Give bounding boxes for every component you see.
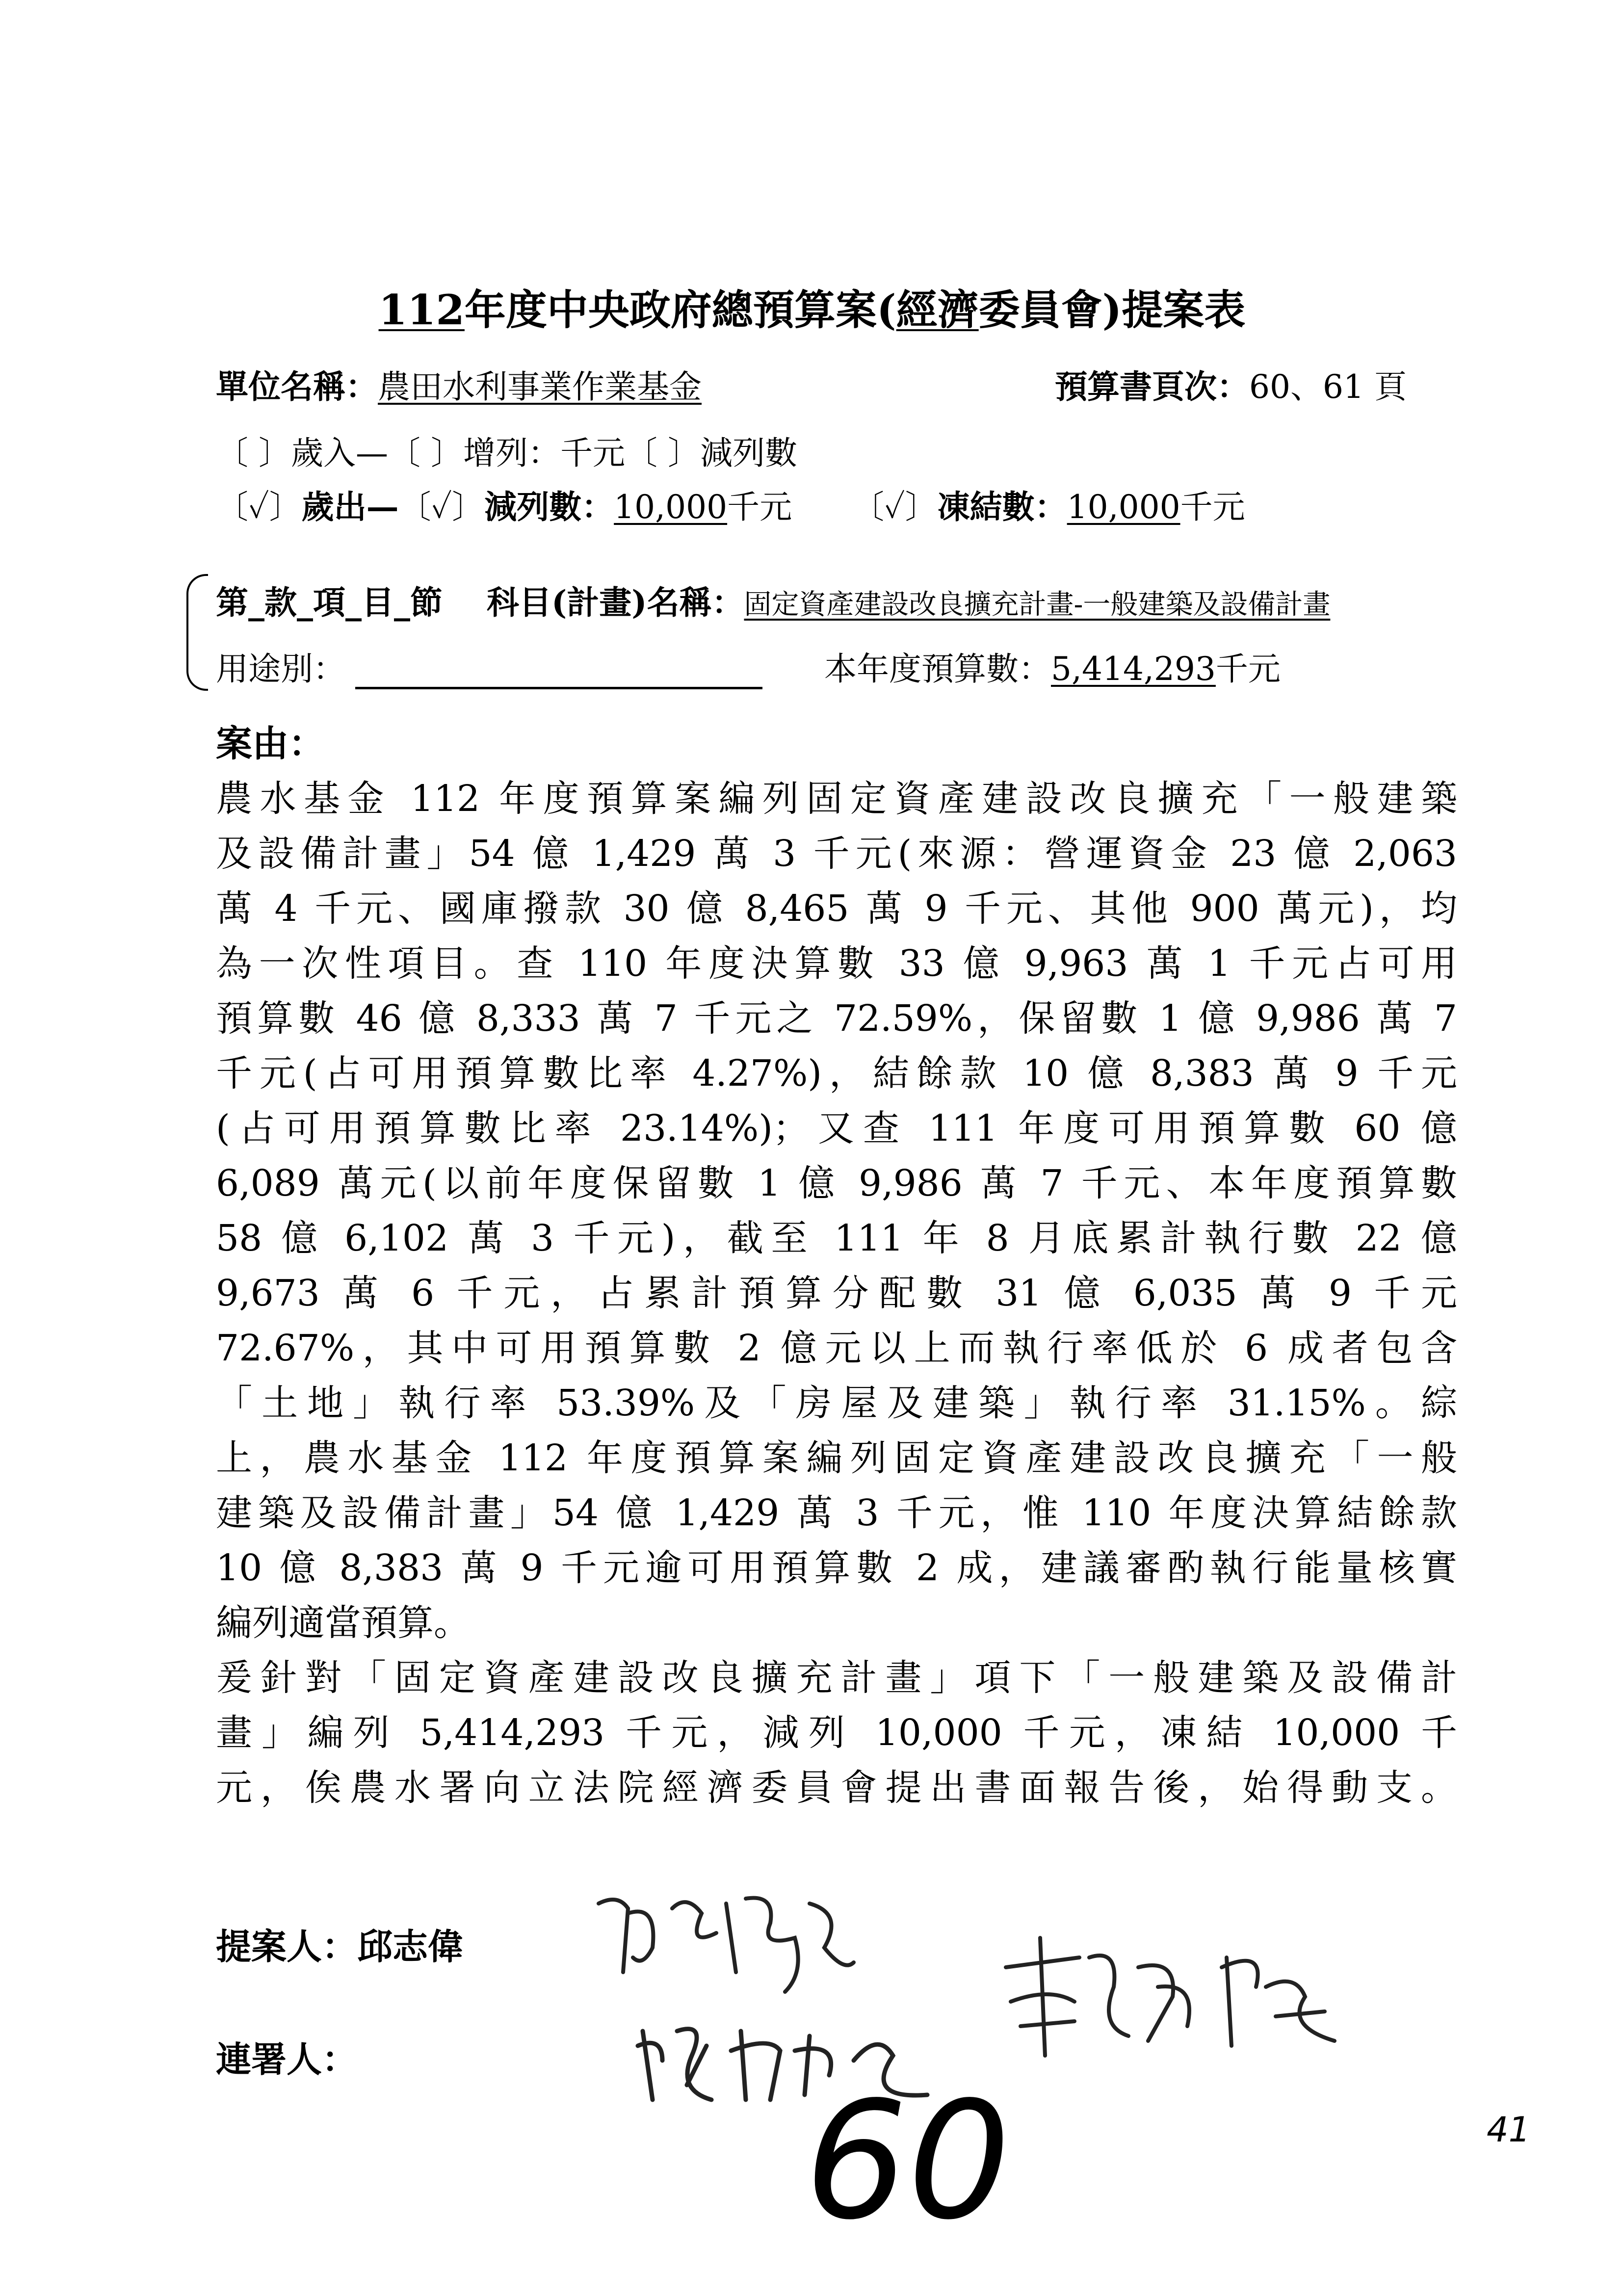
title-text-end: 委員會)提案表 [978,286,1246,334]
budget-label: 本年度預算數： [824,650,1051,688]
reason-line: 6,089 萬元(以前年度保留數 1 億 9,986 萬 7 千元、本年度預算數 [216,1162,1457,1204]
revenue-row: 〔 〕歲入—〔 〕增列：千元〔 〕減列數 [216,434,797,472]
reason-line: 上，農水基金 112 年度預算案編列固定資產建設改良擴充「一般 [216,1437,1457,1479]
unit-value: 農田水利事業作業基金 [378,368,702,406]
usage-blank [355,657,762,689]
reason-line: 萬 4 千元、國庫撥款 30 億 8,465 萬 9 千元、其他 900 萬元)，均 [216,887,1457,930]
proposer-label: 提案人： [216,1926,358,1967]
reason-line: 58 億 6,102 萬 3 千元)，截至 111 年 8 月底累計執行數 22 億 [216,1217,1457,1259]
freeze-checkbox: 〔✓〕 [852,488,938,526]
document-title [0,277,1624,337]
freeze-label: 凍結數： [937,488,1067,526]
reduce-value: 10,000 [614,488,728,526]
unit-name [216,361,702,407]
expense-checkbox: 〔✓〕 [216,488,302,526]
reason-line: 預算數 46 億 8,333 萬 7 千元之 72.59%，保留數 1 億 9,986 萬 7 [216,997,1457,1040]
title-year: 112 [378,286,465,334]
subject-prefix: 第_款_項_目_節 [216,583,443,622]
freeze-unit: 千元 [1180,488,1245,526]
budget-page [1055,361,1407,407]
reason-line: (占可用預算數比率 23.14%)；又查 111 年度可用預算數 60 億 [216,1107,1457,1149]
proposer-signature [589,1874,864,2002]
cosigners-label: 連署人： [216,2038,358,2080]
budget-value: 5,414,293 [1051,650,1216,688]
proposer [216,1918,463,1969]
reason-line: 「土地」執行率 53.39%及「房屋及建築」執行率 31.15%。綜 [216,1382,1457,1424]
page-label: 預算書頁次： [1055,367,1249,406]
title-text: 年度中央政府總預算案( [464,286,896,334]
reason-paragraph-1 [216,771,1457,1650]
reason-line: 72.67%，其中可用預算數 2 億元以上而執行率低於 6 成者包含 [216,1327,1457,1369]
subject-value: 固定資產建設改良擴充計畫-一般建築及設備計畫 [744,589,1331,621]
reason-line: 10 億 8,383 萬 9 千元逾可用預算數 2 成，建議審酌執行能量核實 [216,1547,1457,1589]
reason-line: 9,673 萬 6 千元，占累計預算分配數 31 億 6,035 萬 9 千元 [216,1272,1457,1314]
reason-line: 畫」編列 5,414,293 千元，減列 10,000 千元，凍結 10,000 千 [216,1712,1457,1754]
reason-paragraph-2 [216,1650,1457,1815]
unit-label: 單位名稱： [216,367,378,406]
proposer-name: 邱志偉 [357,1926,464,1967]
annual-budget [824,643,1281,689]
reason-line: 元，俟農水署向立法院經濟委員會提出書面報告後，始得動支。 [216,1767,1457,1809]
reason-line: 爰針對「固定資產建設改良擴充計畫」項下「一般建築及設備計 [216,1657,1457,1699]
reduce-label: 減列數： [484,488,614,526]
handwritten-number: 60 [805,2067,1011,2255]
expense-row [216,481,1245,527]
reduce-unit: 千元 [727,488,792,526]
page-number: 41 [1487,2110,1531,2150]
page-value: 60、61 頁 [1249,368,1407,406]
reason-line: 編列適當預算。 [216,1602,470,1644]
reason-line: 千元(占可用預算數比率 4.27%)，結餘款 10 億 8,383 萬 9 千元 [216,1052,1457,1095]
budget-unit: 千元 [1215,650,1281,688]
usage-row [216,643,762,689]
cosigner-signature-2 [991,1928,1344,2065]
reduce-checkbox: 〔✓〕 [398,488,485,526]
subject-label: 科目(計畫)名稱： [487,583,744,622]
bracket-divider [186,574,208,691]
subject-row [216,576,1330,623]
reason-heading: 案由： [216,723,325,765]
reason-line: 及設備計畫」54 億 1,429 萬 3 千元(來源：營運資金 23 億 2,063 [216,833,1457,875]
reason-section [216,716,1457,1815]
title-committee: 經濟 [896,286,979,334]
reason-line: 為一次性項目。查 110 年度決算數 33 億 9,963 萬 1 千元占可用 [216,942,1457,985]
freeze-value: 10,000 [1067,488,1180,526]
reason-line: 農水基金 112 年度預算案編列固定資產建設改良擴充「一般建築 [216,778,1457,820]
reason-line: 建築及設備計畫」54 億 1,429 萬 3 千元，惟 110 年度決算結餘款 [216,1492,1457,1534]
usage-label: 用途別： [216,650,345,688]
expense-label: 歲出— [301,488,399,526]
